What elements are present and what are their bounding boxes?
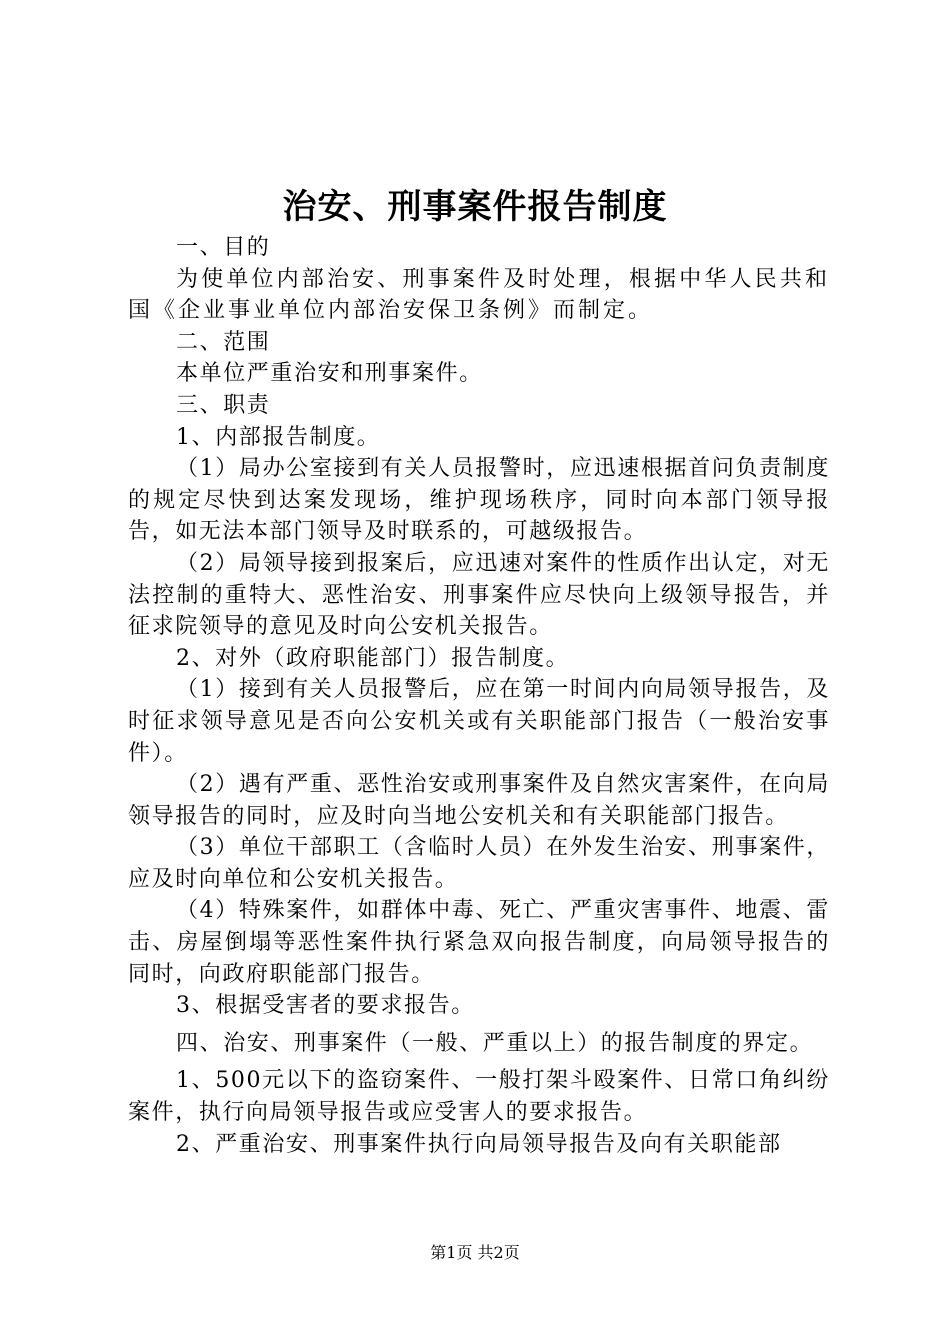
section-heading-purpose: 一、目的 xyxy=(176,235,271,260)
section-heading-definition: 四、治安、刑事案件（一般、严重以上）的报告制度的界定。 xyxy=(176,1030,814,1056)
subheading-internal-report: 1、内部报告制度。 xyxy=(176,424,381,450)
section-heading-scope: 二、范围 xyxy=(176,329,271,355)
external-report-item-2: （2）遇有严重、恶性治安或刑事案件及自然灾害案件，在向局领导报告的同时，应及时向当地公安机关和有关职能部门报告。 xyxy=(128,772,830,829)
purpose-text: 为使单位内部治安、刑事案件及时处理，根据中华人民共和国《企业事业单位内部治安保卫条例》而制定。 xyxy=(128,266,830,324)
internal-report-item-2: （2）局领导接到报案后，应迅速对案件的性质作出认定，对无法控制的重特大、恶性治安、刑事案件应尽快向上级领导报告，并征求院领导的意见及时向公安机关报告。 xyxy=(128,550,830,640)
scope-text: 本单位严重治安和刑事案件。 xyxy=(176,361,483,387)
document-body xyxy=(128,232,830,1160)
subheading-victim-request: 3、根据受害者的要求报告。 xyxy=(176,993,475,1019)
internal-report-item-1: （1）局办公室接到有关人员报警时，应迅速根据首问负责制度的规定尽快到达案发现场，维护现场秩序，同时向本部门领导报告，如无法本部门领导及时联系的，可越级报告。 xyxy=(128,456,830,545)
external-report-item-1: （1）接到有关人员报警后，应在第一时间内向局领导报告，及时征求领导意见是否向公安机关或有关职能部门报告（一般治安事件）。 xyxy=(128,677,830,766)
page-indicator: 第1页 共2页 xyxy=(430,1243,520,1262)
external-report-item-4: （4）特殊案件，如群体中毒、死亡、严重灾害事件、地震、雷击、房屋倒塌等恶性案件执行紧急双向报告制度，向局领导报告的同时，向政府职能部门报告。 xyxy=(128,898,830,987)
definition-item-1: 1、500元以下的盗窃案件、一般打架斗殴案件、日常口角纠纷案件，执行向局领导报告或应受害人的要求报告。 xyxy=(128,1068,830,1126)
subheading-external-report: 2、对外（政府职能部门）报告制度。 xyxy=(176,645,570,671)
definition-item-2: 2、严重治安、刑事案件执行向局领导报告及向有关职能部 xyxy=(176,1131,782,1157)
external-report-item-3: （3）单位干部职工（含临时人员）在外发生治安、刑事案件，应及时向单位和公安机关报告。 xyxy=(128,835,830,892)
section-heading-duties: 三、职责 xyxy=(176,392,271,418)
document-title: 治安、刑事案件报告制度 xyxy=(282,187,668,227)
